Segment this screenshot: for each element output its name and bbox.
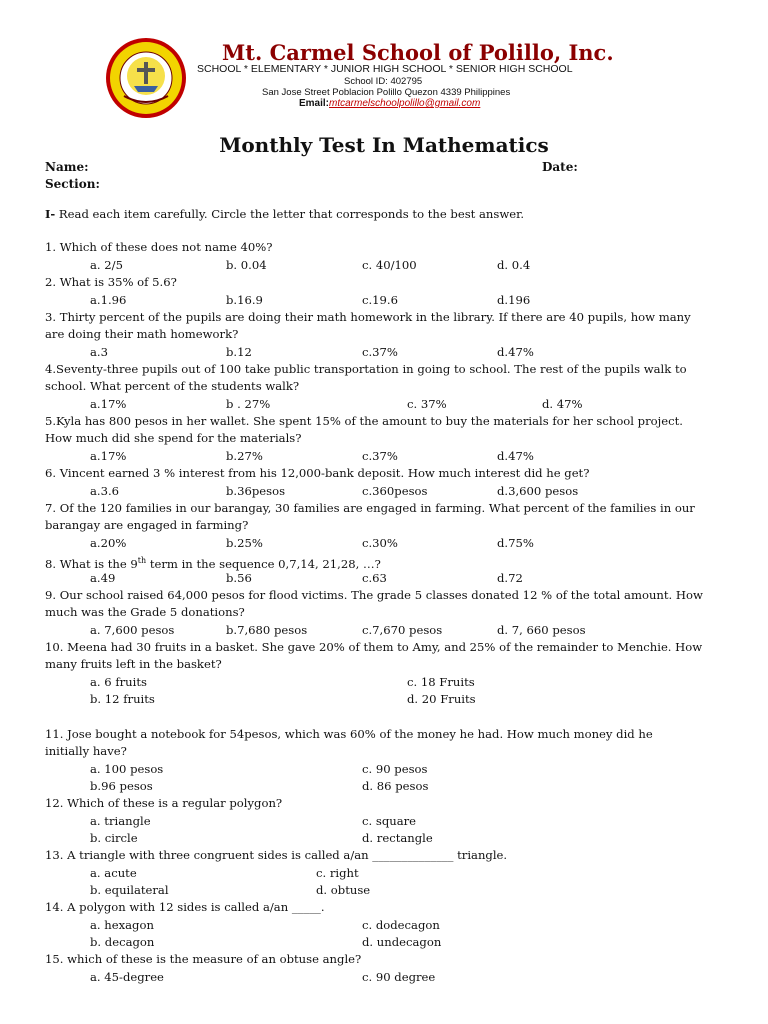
choice-12b[interactable]: b. circle	[90, 831, 138, 845]
school-id: School ID: 402795	[344, 76, 423, 87]
question-5-line-1: 5.Kyla has 800 pesos in her wallet. She spent 15% of the amount to buy the materials for her school project.	[45, 414, 683, 428]
choice-12a[interactable]: a. triangle	[90, 814, 151, 828]
question-2: 2. What is 35% of 5.6?	[45, 275, 177, 289]
choice-1d[interactable]: d. 0.4	[497, 258, 531, 272]
choice-7a[interactable]: a.20%	[90, 536, 127, 550]
school-name: Mt. Carmel School of Polillo, Inc.	[222, 40, 614, 65]
instruction-number: I-	[45, 207, 56, 221]
choice-14a[interactable]: a. hexagon	[90, 918, 154, 932]
question-3-line-1: 3. Thirty percent of the pupils are doing their math homework in the library. If there are 40 pupils, how many	[45, 310, 691, 324]
question-14: 14. A polygon with 12 sides is called a/an _____.	[45, 900, 325, 914]
question-6: 6. Vincent earned 3 % interest from his 12,000-bank deposit. How much interest did he get?	[45, 466, 590, 480]
question-10-line-2: many fruits left in the basket?	[45, 657, 222, 671]
choice-7b[interactable]: b.25%	[226, 536, 263, 550]
choice-2b[interactable]: b.16.9	[226, 293, 263, 307]
question-3-line-2: are doing their math homework?	[45, 327, 239, 341]
school-seal-logo	[104, 36, 188, 120]
choice-6b[interactable]: b.36pesos	[226, 484, 286, 498]
choice-3c[interactable]: c.37%	[362, 345, 398, 359]
instructions	[45, 206, 524, 223]
question-8-text: 8. What is the 9	[45, 556, 138, 571]
name-label: Name:	[45, 160, 89, 174]
choice-4b[interactable]: b . 27%	[226, 397, 271, 411]
choice-9d[interactable]: d. 7, 660 pesos	[497, 623, 586, 637]
question-9-line-2: much was the Grade 5 donations?	[45, 605, 245, 619]
choice-3a[interactable]: a.3	[90, 345, 108, 359]
choice-5b[interactable]: b.27%	[226, 449, 263, 463]
choice-12c[interactable]: c. square	[362, 814, 417, 828]
choice-15a[interactable]: a. 45-degree	[90, 970, 164, 984]
choice-11b[interactable]: b.96 pesos	[90, 779, 153, 793]
choice-6a[interactable]: a.3.6	[90, 484, 120, 498]
email-link[interactable]: mtcarmelschoolpolillo@gmail.com	[329, 98, 481, 109]
school-address: San Jose Street Poblacion Polillo Quezon 4339 Philippines	[262, 87, 511, 98]
choice-8a[interactable]: a.49	[90, 571, 116, 585]
question-15: 15. which of these is the measure of an obtuse angle?	[45, 952, 362, 966]
question-13: 13. A triangle with three congruent sides is called a/an ______________ triangle.	[45, 848, 508, 862]
choice-4d[interactable]: d. 47%	[542, 397, 583, 411]
choice-5d[interactable]: d.47%	[497, 449, 534, 463]
question-1: 1. Which of these does not name 40%?	[45, 240, 273, 254]
choice-10a[interactable]: a. 6 fruits	[90, 675, 147, 689]
date-label: Date:	[542, 160, 578, 174]
question-8-text-end: term in the sequence 0,7,14, 21,28, …?	[146, 556, 381, 571]
choice-7d[interactable]: d.75%	[497, 536, 534, 550]
choice-14b[interactable]: b. decagon	[90, 935, 155, 949]
question-8	[45, 552, 381, 573]
choice-13a[interactable]: a. acute	[90, 866, 137, 880]
choice-1a[interactable]: a. 2/5	[90, 258, 123, 272]
choice-12d[interactable]: d. rectangle	[362, 831, 433, 845]
question-12: 12. Which of these is a regular polygon?	[45, 796, 283, 810]
choice-6d[interactable]: d.3,600 pesos	[497, 484, 579, 498]
choice-1b[interactable]: b. 0.04	[226, 258, 267, 272]
school-levels: SCHOOL * ELEMENTARY * JUNIOR HIGH SCHOOL * SENIOR HIGH SCHOOL	[197, 63, 573, 75]
question-5-line-2: How much did she spend for the materials?	[45, 431, 302, 445]
choice-11c[interactable]: c. 90 pesos	[362, 762, 428, 776]
choice-14c[interactable]: c. dodecagon	[362, 918, 440, 932]
choice-8b[interactable]: b.56	[226, 571, 252, 585]
choice-11d[interactable]: d. 86 pesos	[362, 779, 429, 793]
choice-9c[interactable]: c.7,670 pesos	[362, 623, 443, 637]
choice-7c[interactable]: c.30%	[362, 536, 398, 550]
choice-6c[interactable]: c.360pesos	[362, 484, 428, 498]
question-7-line-1: 7. Of the 120 families in our barangay, 30 families are engaged in farming. What percent of the families in our	[45, 501, 695, 515]
superscript-th: th	[137, 556, 147, 565]
choice-2c[interactable]: c.19.6	[362, 293, 398, 307]
question-7-line-2: barangay are engaged in farming?	[45, 518, 249, 532]
choice-14d[interactable]: d. undecagon	[362, 935, 442, 949]
choice-2a[interactable]: a.1.96	[90, 293, 127, 307]
choice-1c[interactable]: c. 40/100	[362, 258, 417, 272]
choice-10c[interactable]: c. 18 Fruits	[407, 675, 475, 689]
choice-4a[interactable]: a.17%	[90, 397, 127, 411]
choice-15c[interactable]: c. 90 degree	[362, 970, 436, 984]
question-9-line-1: 9. Our school raised 64,000 pesos for flood victims. The grade 5 classes donated 12 % of the total amount. How	[45, 588, 703, 602]
choice-8d[interactable]: d.72	[497, 571, 523, 585]
choice-9a[interactable]: a. 7,600 pesos	[90, 623, 175, 637]
choice-2d[interactable]: d.196	[497, 293, 531, 307]
choice-3b[interactable]: b.12	[226, 345, 252, 359]
choice-3d[interactable]: d.47%	[497, 345, 534, 359]
question-4-line-1: 4.Seventy-three pupils out of 100 take public transportation in going to school. The rest of the pupils walk to	[45, 362, 687, 376]
choice-8c[interactable]: c.63	[362, 571, 387, 585]
email-line	[299, 98, 480, 109]
choice-13c[interactable]: c. right	[316, 866, 359, 880]
choice-10b[interactable]: b. 12 fruits	[90, 692, 155, 706]
test-title: Monthly Test In Mathematics	[219, 133, 549, 157]
choice-5c[interactable]: c.37%	[362, 449, 398, 463]
choice-5a[interactable]: a.17%	[90, 449, 127, 463]
question-11-line-2: initially have?	[45, 744, 127, 758]
choice-13d[interactable]: d. obtuse	[316, 883, 371, 897]
choice-10d[interactable]: d. 20 Fruits	[407, 692, 476, 706]
choice-4c[interactable]: c. 37%	[407, 397, 447, 411]
choice-9b[interactable]: b.7,680 pesos	[226, 623, 308, 637]
question-10-line-1: 10. Meena had 30 fruits in a basket. She gave 20% of them to Amy, and 25% of the remainder to Menchie. How	[45, 640, 703, 654]
choice-11a[interactable]: a. 100 pesos	[90, 762, 164, 776]
section-label: Section:	[45, 177, 100, 191]
email-label: Email:	[299, 98, 330, 109]
choice-13b[interactable]: b. equilateral	[90, 883, 169, 897]
instruction-text: Read each item carefully. Circle the letter that corresponds to the best answer.	[55, 207, 525, 221]
question-4-line-2: school. What percent of the students walk?	[45, 379, 300, 393]
question-11-line-1: 11. Jose bought a notebook for 54pesos, which was 60% of the money he had. How much money did he	[45, 727, 653, 741]
